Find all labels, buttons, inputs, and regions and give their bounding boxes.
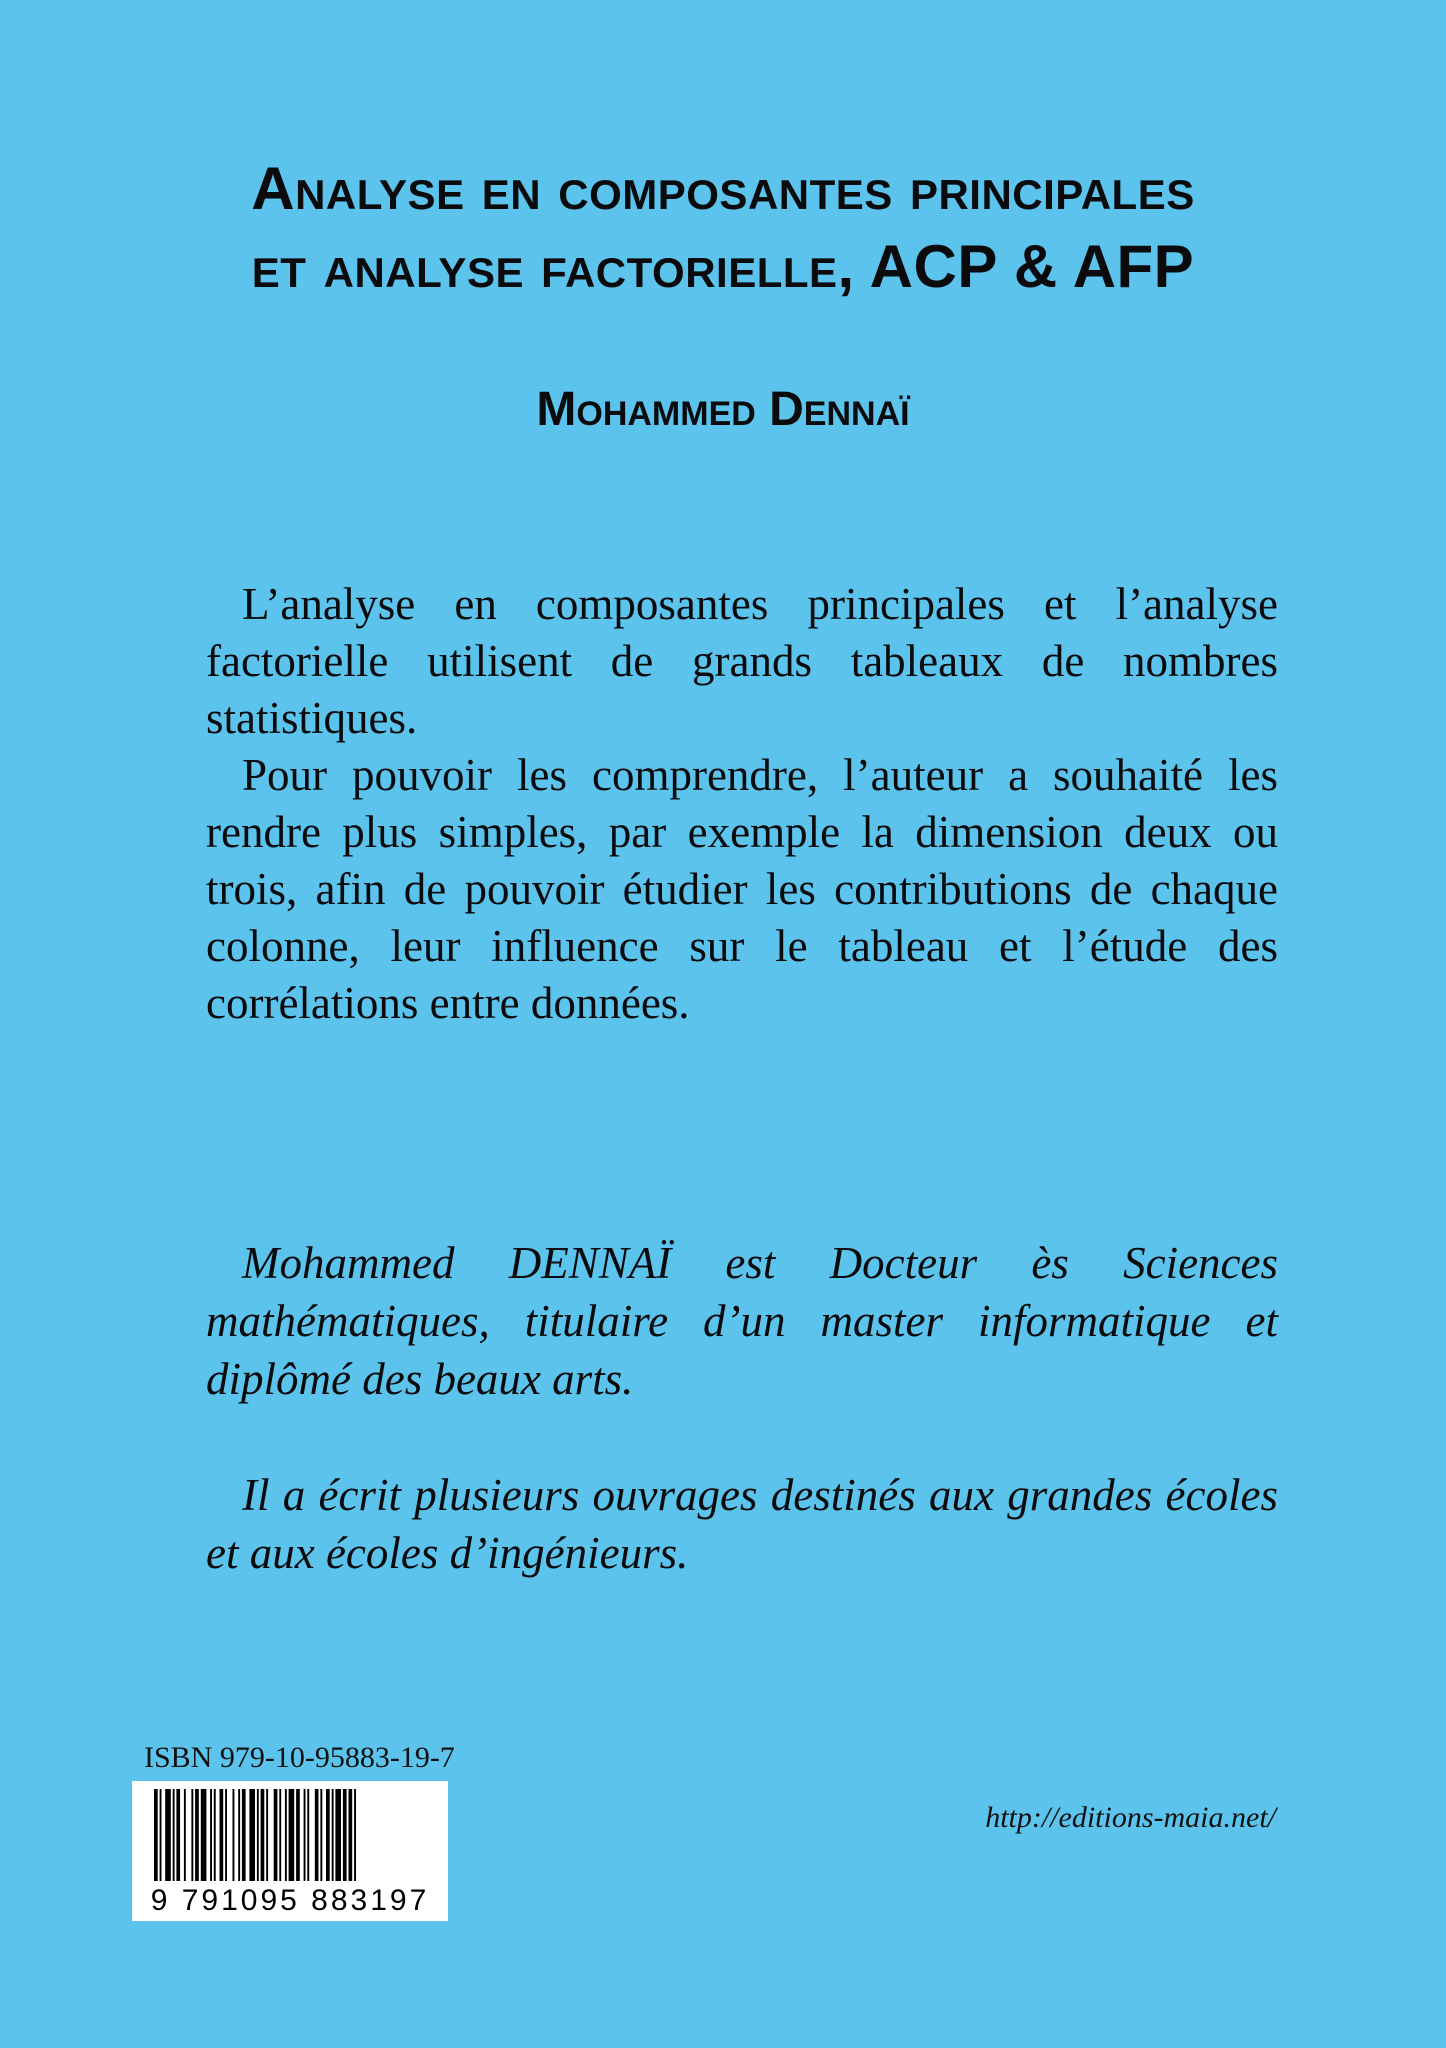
barcode-bar bbox=[335, 1789, 341, 1881]
barcode-bar bbox=[201, 1789, 207, 1881]
barcode-bar bbox=[279, 1789, 281, 1881]
barcode-bar bbox=[296, 1789, 300, 1881]
barcode-bar bbox=[257, 1789, 259, 1881]
barcode-bar bbox=[349, 1789, 353, 1881]
barcode-bar bbox=[242, 1789, 246, 1881]
bio-paragraph: Il a écrit plusieurs ouvrages destinés aux grandes écoles et aux écoles d’ingénieurs. bbox=[206, 1470, 1278, 1578]
summary-paragraph: L’analyse en composantes principales et l’analyse factorielle utilisent de grands tableaux de nombres statistiques. bbox=[206, 579, 1278, 743]
barcode-bar bbox=[173, 1789, 175, 1881]
barcode-bar bbox=[233, 1789, 235, 1881]
barcode-bar bbox=[285, 1789, 287, 1881]
barcode-bar bbox=[210, 1789, 212, 1881]
barcode-bar bbox=[191, 1789, 193, 1881]
barcode-bar bbox=[225, 1789, 227, 1881]
publisher-website: http://editions-maia.net/ bbox=[985, 1801, 1276, 1834]
barcode-bar bbox=[184, 1789, 186, 1881]
barcode-bar bbox=[332, 1789, 334, 1881]
barcode-bar bbox=[220, 1789, 224, 1881]
book-title bbox=[0, 150, 1446, 306]
author-name: Mohammed Dennaï bbox=[536, 383, 910, 436]
barcode-bar bbox=[266, 1789, 268, 1881]
barcode-bar bbox=[238, 1789, 240, 1881]
isbn-barcode bbox=[132, 1781, 448, 1921]
barcode-bar bbox=[326, 1789, 330, 1881]
barcode-bar bbox=[343, 1789, 347, 1881]
isbn-label: ISBN 979-10-95883-19-7 bbox=[144, 1741, 455, 1774]
summary-paragraph: Pour pouvoir les comprendre, l’auteur a souhaité les rendre plus simples, par exemple la dimension deux ou trois, afin de pouvoir étudier les contributions de chaque colonne, leur influence sur le tableau et l’étude des corrélations entre données. bbox=[206, 750, 1278, 1028]
barcode-bar bbox=[274, 1789, 278, 1881]
barcode-bar bbox=[214, 1789, 216, 1881]
barcode-bar bbox=[354, 1789, 356, 1881]
barcode-bar bbox=[304, 1789, 306, 1881]
barcode-bar bbox=[160, 1789, 162, 1881]
barcode-bar bbox=[315, 1789, 319, 1881]
book-title-line-2: et analyse factorielle, ACP & AFP bbox=[251, 233, 1195, 300]
book-title-line-1: Analyse en composantes principales bbox=[251, 155, 1195, 222]
barcode-bar bbox=[176, 1789, 180, 1881]
barcode-bar bbox=[195, 1789, 199, 1881]
barcode-bar bbox=[165, 1789, 171, 1881]
bio-paragraph: Mohammed DENNAÏ est Docteur ès Sciences mathématiques, titulaire d’un master informatique et diplômé des beaux arts. bbox=[206, 1238, 1278, 1404]
barcode-bar bbox=[307, 1789, 309, 1881]
barcode-bar bbox=[249, 1789, 255, 1881]
barcode-bar bbox=[154, 1789, 158, 1881]
book-summary bbox=[206, 576, 1278, 1032]
barcode-bar bbox=[289, 1789, 295, 1881]
barcode-digits: 9 791095 883197 bbox=[150, 1884, 430, 1917]
barcode-bar bbox=[261, 1789, 265, 1881]
barcode-bar bbox=[320, 1789, 322, 1881]
author-bio bbox=[206, 1234, 1278, 1640]
